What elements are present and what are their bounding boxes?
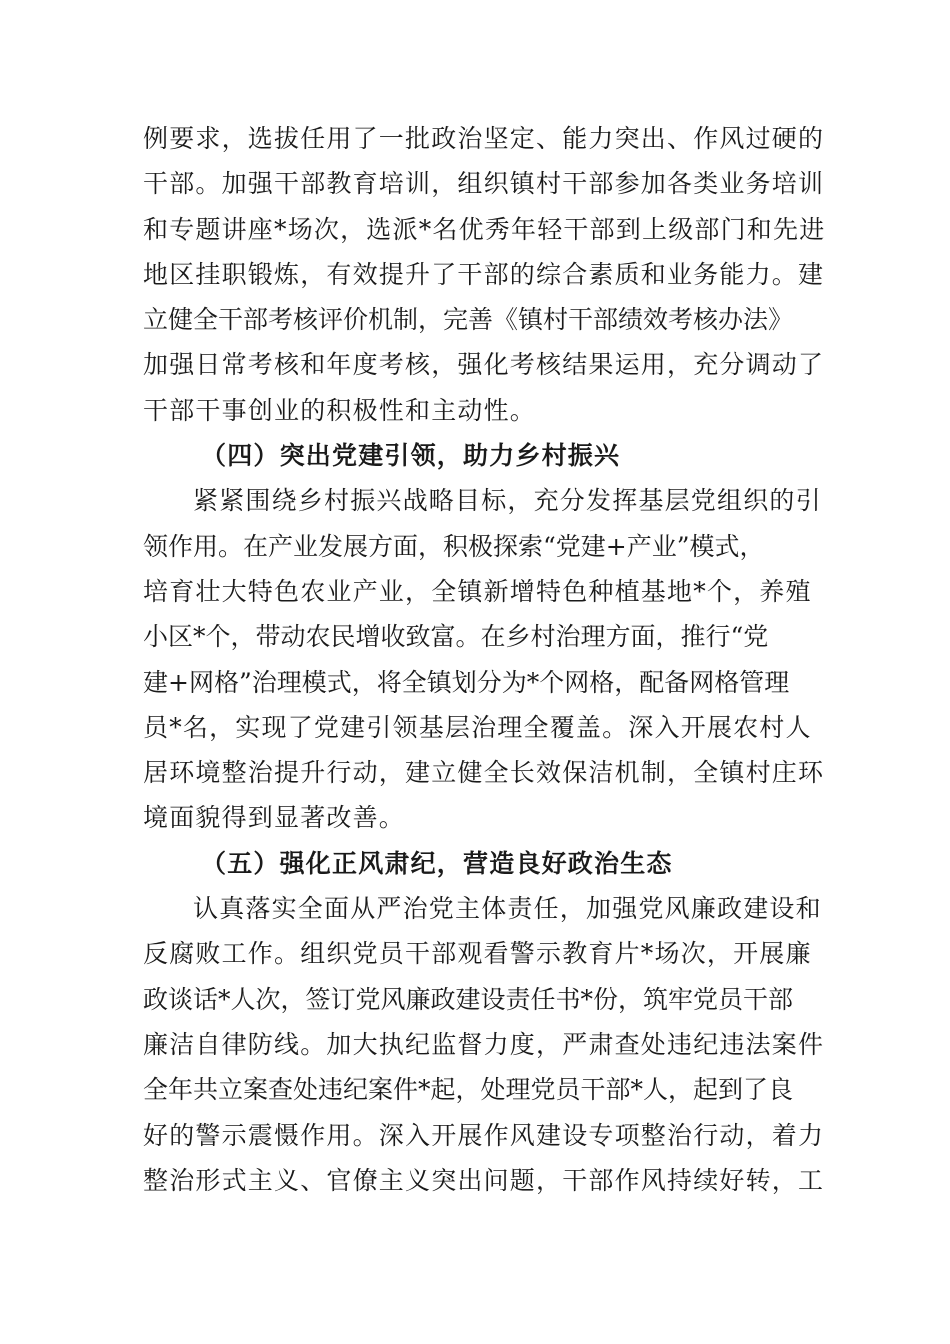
paragraph-line: 领作用。在产业发展方面，积极探索“党建+产业”模式，: [143, 531, 765, 561]
section-heading: （四）突出党建引领，助力乡村振兴: [201, 441, 621, 471]
paragraph-line: 反腐败工作。组织党员干部观看警示教育片*场次，开展廉: [143, 939, 812, 969]
paragraph-line: 全年共立案查处违纪案件*起，处理党员干部*人，起到了良: [143, 1075, 794, 1105]
paragraph-line: 建+网格”治理模式，将全镇划分为*个网格，配备网格管理: [143, 667, 790, 697]
paragraph-line: 廉洁自律防线。加大执纪监督力度，严肃查处违纪违法案件: [143, 1029, 825, 1059]
paragraph-line: 境面貌得到显著改善。: [143, 803, 406, 833]
paragraph-line: 居环境整治提升行动，建立健全长效保洁机制，全镇村庄环: [143, 758, 825, 788]
paragraph-line: 小区*个，带动农民增收致富。在乡村治理方面，推行“党: [143, 622, 769, 652]
paragraph-line: 立健全干部考核评价机制，完善《镇村干部绩效考核办法》: [143, 305, 794, 335]
paragraph-line: 认真落实全面从严治党主体责任，加强党风廉政建设和: [193, 894, 822, 924]
paragraph-line: 例要求，选拔任用了一批政治坚定、能力突出、作风过硬的: [143, 124, 825, 153]
paragraph-line: 政谈话*人次，签订党风廉政建设责任书*份，筑牢党员干部: [143, 984, 794, 1014]
paragraph-line: 紧紧围绕乡村振兴战略目标，充分发挥基层党组织的引: [193, 486, 822, 516]
paragraph-line: 干部。加强干部教育培训，组织镇村干部参加各类业务培训: [143, 169, 825, 199]
section-heading: （五）强化正风肃纪，营造良好政治生态: [201, 848, 673, 878]
section-5: [143, 841, 825, 1203]
paragraph-line: 和专题讲座*场次，选派*名优秀年轻干部到上级部门和先进: [143, 214, 826, 244]
paragraph-line: 员*名，实现了党建引领基层治理全覆盖。深入开展农村人: [143, 712, 812, 742]
paragraph-line: 地区挂职锻炼，有效提升了干部的综合素质和业务能力。建: [143, 259, 825, 289]
section-4: [143, 433, 825, 841]
paragraph-line: 整治形式主义、官僚主义突出问题，干部作风持续好转，工: [143, 1165, 825, 1195]
section-3-continued: [143, 116, 826, 433]
paragraph-line: 好的警示震慑作用。深入开展作风建设专项整治行动，着力: [143, 1120, 825, 1150]
paragraph-line: 培育壮大特色农业产业，全镇新增特色种植基地*个，养殖: [143, 576, 812, 606]
document-body: [143, 116, 826, 1203]
paragraph-line: 加强日常考核和年度考核，强化考核结果运用，充分调动了: [143, 350, 825, 380]
paragraph-line: 干部干事创业的积极性和主动性。: [143, 395, 537, 425]
